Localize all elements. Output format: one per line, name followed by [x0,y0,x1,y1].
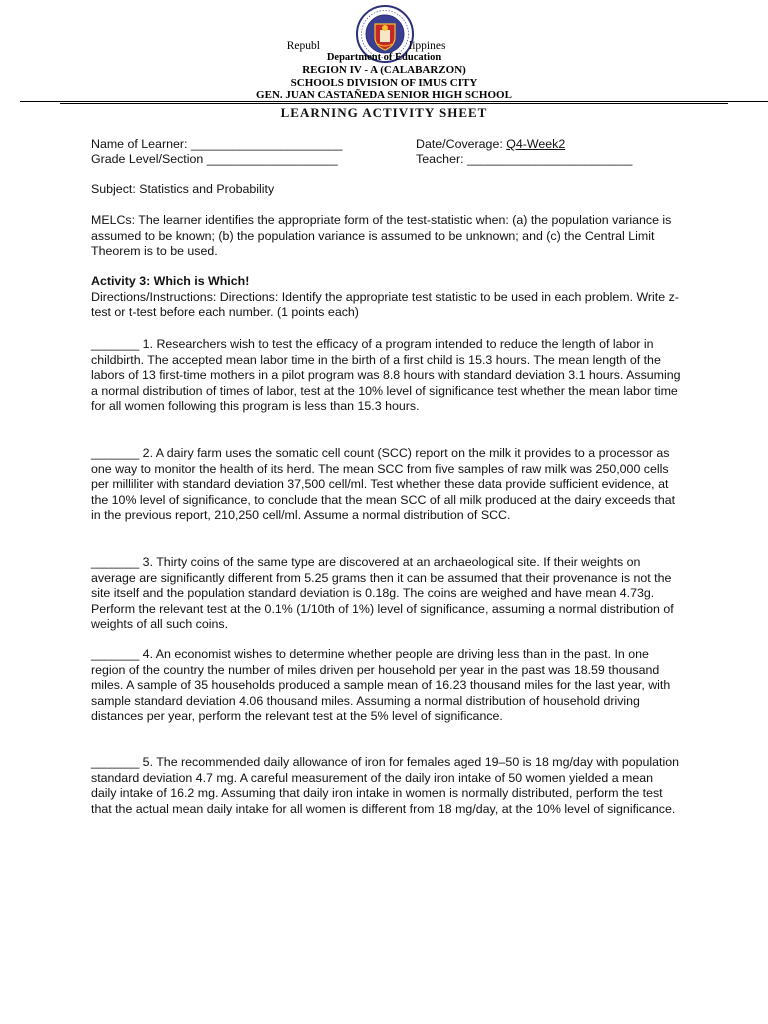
date-coverage-field [416,137,565,153]
question-2: _______ 2. A dairy farm uses the somatic cell count (SCC) report on the milk it provides to a processor as one way to monitor the health of its herd. The mean SCC from five samples of raw milk was 250,000 cells per milliliter with standard deviation 37,500 cell/ml. Test whether these data provide sufficient evidence, at the 10% level of significance, to conclude that the mean SCC of all milk produced at the dairy exceeds that in the previous report, 210,250 cell/ml. Assume a normal distribution of SCC. [91,446,676,523]
teacher-field[interactable]: Teacher: ________________________ [416,152,633,166]
department-line: Department of Education [326,52,442,63]
name-of-learner-field[interactable]: Name of Learner: ______________________ [91,137,343,151]
question-1: _______ 1. Researchers wish to test the efficacy of a program intended to reduce the length of labor in childbirth. The accepted mean labor time in the birth of a first child is 15.3 hours. The mean length of the labors of 13 first-time mothers in a pilot program was 8.8 hours with standard deviation 3.1 hours. Assuming a normal distribution of times of labor, test at the 10% level of significance test whether the mean labor time for all women following this program is less than 15.3 hours. [91,337,681,414]
republic-left: Republ [286,40,320,52]
sheet-title: LEARNING ACTIVITY SHEET [280,105,488,120]
subject-line: Subject: Statistics and Probability [91,182,275,196]
question-4: _______ 4. An economist wishes to determine whether people are driving less than in the past. In one region of the country the number of miles driven per household per year in the past was 18.59 thousand miles. A sample of 35 households produced a sample mean of 16.23 thousand miles for the last year, with sample standard deviation 4.06 thousand miles. Assuming a normal distribution of household driving distances per year, perform the relevant test at the 5% level of significance. [91,647,671,724]
division-line: SCHOOLS DIVISION OF IMUS CITY [290,77,478,89]
republic-right: lippines [409,40,446,52]
school-line: GEN. JUAN CASTAÑEDA SENIOR HIGH SCHOOL [256,89,512,101]
question-5: _______ 5. The recommended daily allowance of iron for females aged 19–50 is 18 mg/day with population standard deviation 4.7 mg. A careful measurement of the daily iron intake of 50 women yielded a mean daily intake of 16.2 mg. Assuming that daily iron intake in women is normally distributed, perform the test that the actual mean daily intake for all women is different from 18 mg/day, at the 10% level of significance. [91,755,680,816]
region-line: REGION IV - A (CALABARZON) [302,64,466,76]
header-rule-secondary [60,103,728,104]
header-rule [20,101,768,102]
activity-block [91,274,681,321]
question-3: _______ 3. Thirty coins of the same type are discovered at an archaeological site. If their weights on average are significantly different from 5.25 grams then it can be assumed that their provenance is not the site itself and the population standard deviation is 0.18g. The coins are weighed and have mean 4.73g. Perform the relevant test at the 0.1% (1/10th of 1%) level of significance, assuming a normal distribution of weights of all such coins. [91,555,674,632]
melcs-paragraph: MELCs: The learner identifies the appropriate form of the test-statistic when: (a) the population variance is assumed to be known; (b) the population variance is assumed to be unknown; and (c) the Central Limit Theorem is to be used. [91,213,672,259]
activity-title: Activity 3: Which is Which! [91,274,250,288]
activity-directions: Directions/Instructions: Directions: Identify the appropriate test statistic to be used in each problem. Write z-test or t-test before each number. (1 points each) [91,289,679,320]
date-coverage-label: Date/Coverage: [416,137,507,151]
date-coverage-value: Q4-Week2 [506,137,566,151]
grade-section-field[interactable]: Grade Level/Section ___________________ [91,152,338,166]
